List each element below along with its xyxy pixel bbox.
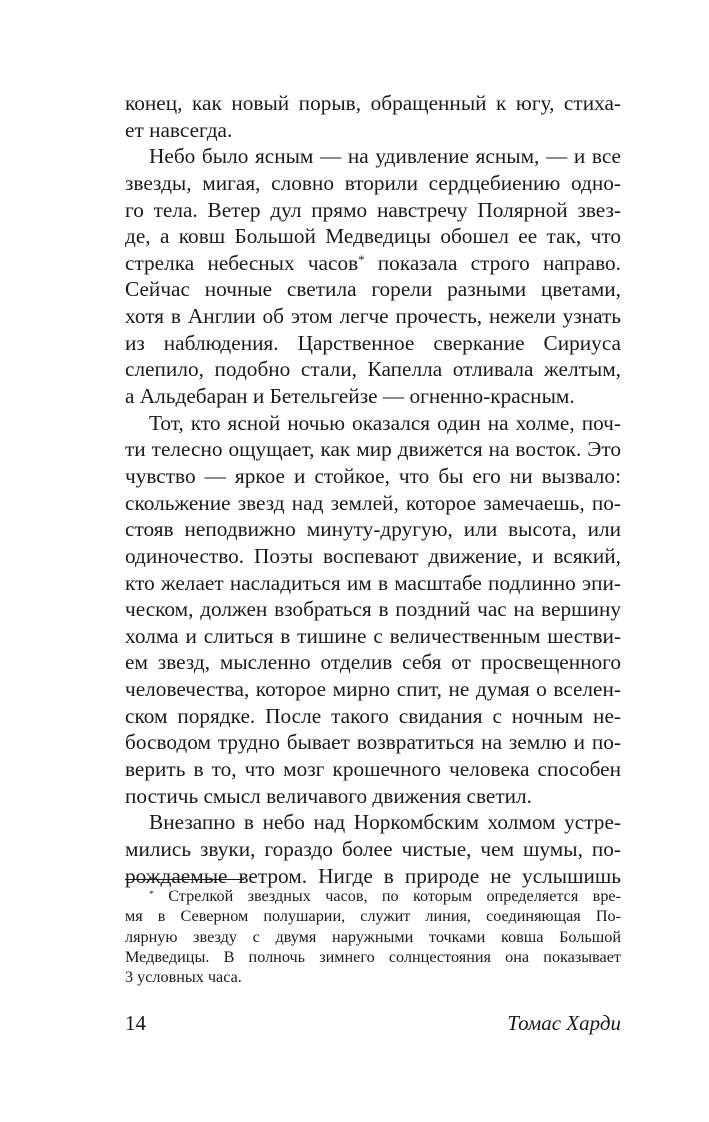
- footnote-marker: *: [358, 253, 365, 268]
- text-line: звезды, мигая, словно вторили сердцебиению одно-: [125, 170, 621, 195]
- text-line: чувство — яркое и стойкое, что бы его ни вызвало:: [125, 463, 621, 488]
- footnote: [125, 886, 621, 987]
- running-title: Томас Харди: [507, 1011, 621, 1035]
- text-line: стояв неподвижно минуту-другую, или высота, или: [125, 517, 621, 542]
- text-line: слепило, подобно стали, Капелла отливала желтым,: [125, 357, 621, 382]
- footnote-text: Стрелкой звездных часов, по которым определяется вре-: [168, 887, 621, 905]
- text-line: кто желает насладиться им в масштабе подлинно эпи-: [125, 570, 621, 595]
- text-line: Тот, кто ясной ночью оказался один на холме, поч-: [149, 410, 621, 435]
- text-line: ском порядке. После такого свидания с ночным не-: [125, 703, 621, 728]
- text-segment: показала строго направо.: [377, 250, 621, 275]
- footnote-marker: *: [149, 888, 154, 900]
- text-line: одиночество. Поэты воспевают движение, и всякий,: [125, 543, 621, 568]
- text-line: де, а ковш Большой Медведицы обошел ее так, что: [125, 224, 621, 249]
- footnote-line: Медведицы. В полночь зимнего солнцестояния она показывает: [125, 947, 621, 966]
- footnote-line: 3 условных часа.: [125, 968, 242, 987]
- text-line: из наблюдения. Царственное сверкание Сириуса: [125, 330, 621, 355]
- text-segment: стрелка небесных часов: [125, 250, 359, 275]
- text-line-with-footnote: [125, 250, 621, 277]
- page-number: 14: [125, 1011, 146, 1035]
- text-line: конец, как новый порыв, обращенный к югу, стиха-: [125, 91, 621, 115]
- text-line: Небо было ясным — на удивление ясным, — и все: [149, 144, 621, 169]
- text-line: холма и слиться в тишине с величественным шестви-: [125, 623, 621, 648]
- text-line: го тела. Ветер дул прямо навстречу Полярной звез-: [125, 197, 621, 222]
- text-line: ти телесно ощущает, как мир движется на восток. Это: [125, 437, 621, 462]
- text-line: ет навсегда.: [125, 117, 233, 142]
- text-line: ем звезд, мысленно отделив себя от просвещенного: [125, 650, 621, 675]
- text-line: хотя в Англии об этом легче прочесть, нежели узнать: [125, 304, 621, 329]
- text-line: рождаемые ветром. Нигде в природе не услышишь: [125, 863, 621, 888]
- text-line: Внезапно в небо над Норкомбским холмом устре-: [149, 810, 621, 835]
- text-line: мились звуки, гораздо более чистые, чем шумы, по-: [125, 836, 621, 861]
- text-line: босводом трудно бывает возвратиться на землю и по-: [125, 730, 621, 755]
- footnote-line: [125, 886, 621, 906]
- text-line: Сейчас ночные светила горели разными цветами,: [125, 277, 621, 302]
- main-text: [125, 90, 621, 889]
- text-line: верить в то, что мозг крошечного человека способен: [125, 757, 621, 782]
- text-line: постичь смысл величавого движения светил.: [125, 783, 533, 808]
- text-line: а Альдебаран и Бетельгейзе — огненно-красным.: [125, 384, 575, 409]
- footnote-line: лярную звезду с двумя наружными точками ковша Большой: [125, 927, 621, 946]
- footnote-line: мя в Северном полушарии, служит линия, соединяющая По-: [125, 907, 621, 926]
- text-line: человечества, которое мирно спит, не думая о вселен-: [125, 677, 621, 702]
- footnote-divider: [125, 879, 244, 880]
- text-line: скольжение звезд над землей, которое замечаешь, по-: [125, 490, 621, 515]
- text-line: ческом, должен взобраться в поздний час на вершину: [125, 597, 621, 622]
